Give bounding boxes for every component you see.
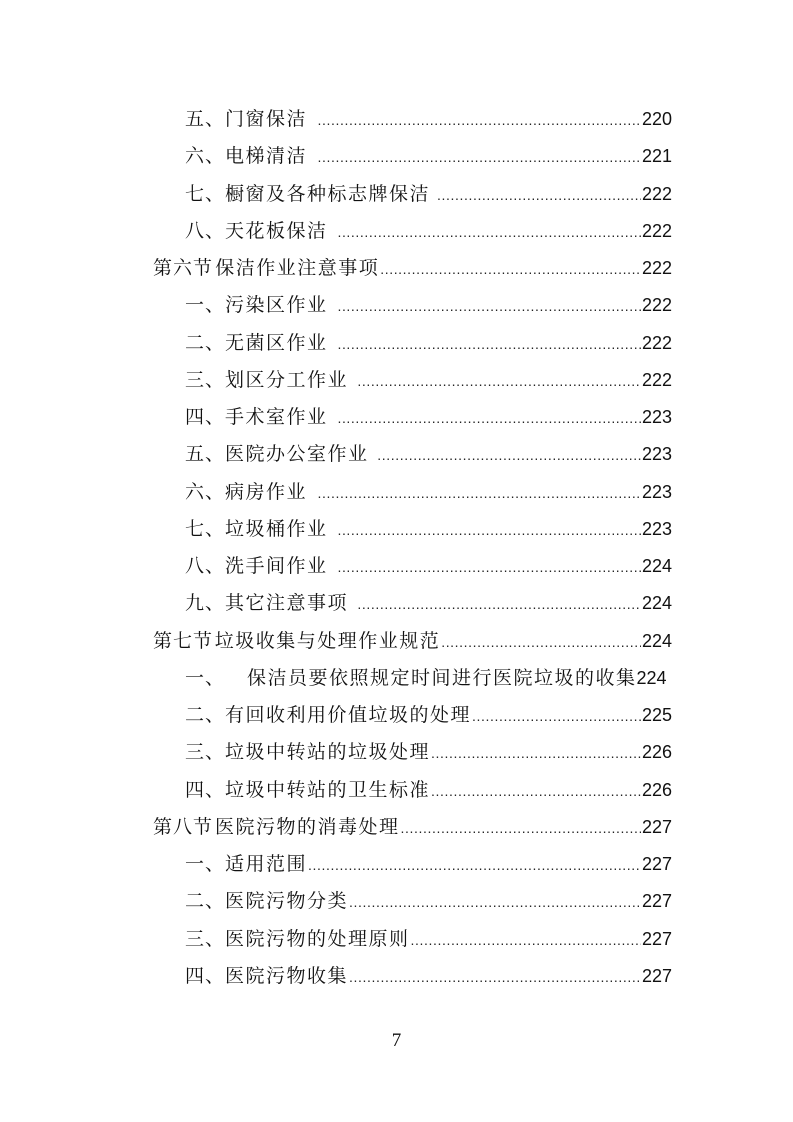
toc-entry-number: 二、 <box>185 331 226 354</box>
toc-entry[interactable] <box>0 101 793 138</box>
toc-entry-number: 第七节 <box>153 629 214 652</box>
dot-leader <box>472 698 641 735</box>
toc-entry-number: 四、 <box>185 778 226 801</box>
toc-entry-number: 七、 <box>185 182 226 205</box>
toc-entry-line <box>185 287 672 325</box>
toc-entry[interactable] <box>0 846 793 883</box>
toc-entry-page: 224 <box>641 593 672 614</box>
page-number: 7 <box>391 1030 402 1051</box>
toc-entry-line <box>185 883 672 921</box>
toc-entry-line <box>153 623 672 661</box>
toc-entry-line <box>185 399 672 437</box>
toc-entry-title: 适用范围 <box>225 853 308 875</box>
toc-entry[interactable] <box>0 921 793 958</box>
toc-entry-line <box>185 921 672 959</box>
toc-entry[interactable] <box>0 585 793 622</box>
toc-entry[interactable] <box>0 660 793 697</box>
toc-entry[interactable] <box>0 734 793 771</box>
dot-leader <box>337 214 641 251</box>
toc-entry-title: 垃圾中转站的卫生标准 <box>225 778 431 801</box>
toc-entry-page: 222 <box>641 183 672 204</box>
toc-entry-number: 九、 <box>185 592 226 615</box>
toc-entry-number: 五、 <box>185 443 226 466</box>
toc-entry-page: 227 <box>641 928 672 949</box>
toc-entry-title: 洗手间作业 <box>225 555 328 577</box>
toc-entry[interactable] <box>0 548 793 585</box>
toc-entry-title: 垃圾收集与处理作业规范 <box>214 629 441 652</box>
toc-entry[interactable] <box>0 250 793 287</box>
toc-entry-title: 医院办公室作业 <box>225 443 369 466</box>
toc-entry[interactable] <box>0 138 793 175</box>
toc-entry-page: 225 <box>641 705 672 725</box>
toc-entry-number: 三、 <box>185 741 226 764</box>
dot-leader <box>308 847 641 884</box>
dot-leader <box>380 251 641 288</box>
dot-leader <box>318 102 641 139</box>
toc-entry-line <box>185 958 672 996</box>
toc-entry[interactable] <box>0 474 793 511</box>
toc-entry-line <box>185 474 672 512</box>
toc-entry-line <box>185 101 672 139</box>
toc-entry-line <box>185 138 672 176</box>
toc-entry-page: 227 <box>641 965 672 986</box>
toc-entry-title: 病房作业 <box>225 480 308 503</box>
toc-entry[interactable] <box>0 287 793 324</box>
dot-leader <box>337 326 641 363</box>
toc-entry-page: 223 <box>641 444 672 465</box>
toc-entry-line <box>185 213 672 251</box>
toc-entry-line <box>185 176 672 214</box>
toc-entry[interactable] <box>0 436 793 473</box>
toc-entry-page: 222 <box>641 295 672 316</box>
toc-entry-title: 门窗保洁 <box>225 108 308 130</box>
toc-entry-title: 医院污物的处理原则 <box>225 927 410 950</box>
toc-entry-title: 污染区作业 <box>225 294 328 317</box>
dot-leader <box>411 922 641 959</box>
toc-entry-line <box>185 734 672 772</box>
dot-leader <box>357 586 641 623</box>
toc-entry-title: 其它注意事项 <box>225 592 349 615</box>
toc-entry-page: 223 <box>641 518 672 539</box>
toc-entry-line <box>185 325 672 363</box>
dot-leader <box>337 549 641 586</box>
toc-entry-title: 保洁员要依照规定时间进行医院垃圾的收集 <box>247 666 637 689</box>
toc-entry-number: 三、 <box>185 927 226 950</box>
toc-entry-title: 天花板保洁 <box>225 219 328 242</box>
toc-entry-page: 223 <box>641 407 672 427</box>
toc-entry-number: 一、 <box>185 666 226 689</box>
toc-entry-number: 一、 <box>185 853 226 875</box>
toc-entry-number: 八、 <box>185 555 226 577</box>
toc-entry[interactable] <box>0 176 793 213</box>
dot-leader <box>349 884 641 921</box>
toc-entry-title: 橱窗及各种标志牌保洁 <box>225 182 431 205</box>
toc-entry-number: 四、 <box>185 964 226 987</box>
toc-entry[interactable] <box>0 623 793 660</box>
toc-entry-page: 222 <box>641 220 672 241</box>
toc-entry-title: 医院污物的消毒处理 <box>215 815 400 838</box>
toc-entry-line <box>185 697 672 735</box>
toc-entry-page: 227 <box>641 816 672 837</box>
toc-entry-number: 第八节 <box>153 815 214 838</box>
toc-entry-page: 226 <box>641 742 672 763</box>
toc-entry-title: 电梯清洁 <box>225 145 308 168</box>
toc-entry-line <box>185 846 672 884</box>
toc-entry[interactable] <box>0 958 793 995</box>
dot-leader <box>377 437 641 474</box>
toc-entry-line <box>185 511 672 549</box>
toc-entry-number: 二、 <box>185 704 226 726</box>
toc-entry[interactable] <box>0 399 793 436</box>
dot-leader <box>318 139 641 176</box>
toc-entry-number: 三、 <box>185 368 226 391</box>
toc-entry-title: 无菌区作业 <box>225 331 328 354</box>
dot-leader <box>441 624 641 661</box>
toc-entry-page: 227 <box>641 854 672 874</box>
toc-entry-line <box>185 585 672 623</box>
toc-entry-page: 222 <box>641 332 672 353</box>
dot-leader <box>349 959 641 996</box>
dot-leader <box>401 810 641 847</box>
toc-entry[interactable] <box>0 362 793 399</box>
toc-entry-number: 六、 <box>185 145 226 168</box>
dot-leader <box>337 288 641 325</box>
toc-entry-title: 划区分工作业 <box>225 368 349 391</box>
toc-entry-line <box>185 548 672 586</box>
toc-entry-title: 垃圾中转站的垃圾处理 <box>225 741 431 764</box>
toc-entry-page: 224 <box>636 667 667 688</box>
toc-entry-line <box>185 772 672 810</box>
toc-entry[interactable] <box>0 772 793 809</box>
toc-entry-title: 手术室作业 <box>225 406 328 428</box>
toc-entry-number: 六、 <box>185 480 226 503</box>
dot-leader <box>357 363 641 400</box>
dot-leader <box>431 773 641 810</box>
toc-entry-title: 医院污物分类 <box>225 890 349 913</box>
dot-leader <box>318 475 641 512</box>
toc-entry-number: 五、 <box>185 108 226 130</box>
toc-entry-page: 224 <box>641 556 672 576</box>
toc-entry-line <box>153 250 672 288</box>
toc-entry-title: 医院污物收集 <box>225 964 349 987</box>
toc-entry-number: 七、 <box>185 517 226 540</box>
toc-entry-line <box>153 809 672 847</box>
toc-entry-number: 八、 <box>185 219 226 242</box>
toc-entry-number: 四、 <box>185 406 226 428</box>
toc-entry[interactable] <box>0 883 793 920</box>
dot-leader <box>437 177 641 214</box>
toc-entry[interactable] <box>0 213 793 250</box>
toc-entry-page: 224 <box>641 630 672 651</box>
toc-entry-page: 222 <box>641 369 672 390</box>
toc-entry[interactable] <box>0 809 793 846</box>
dot-leader <box>337 400 641 437</box>
toc-entry-title: 垃圾桶作业 <box>225 517 328 540</box>
toc-entry-line <box>185 362 672 400</box>
toc-entry-number: 二、 <box>185 890 226 913</box>
toc-entry-page: 222 <box>641 258 672 278</box>
toc-entry-page: 226 <box>641 779 672 800</box>
dot-leader <box>431 735 641 772</box>
toc-entry-number: 一、 <box>185 294 226 317</box>
toc-entry-title: 有回收利用价值垃圾的处理 <box>225 704 472 726</box>
table-of-contents <box>0 101 793 995</box>
toc-entry-page: 223 <box>641 481 672 502</box>
toc-entry-page: 221 <box>641 146 672 167</box>
toc-entry-number: 第六节 <box>153 257 214 279</box>
dot-leader <box>337 512 641 549</box>
toc-entry[interactable] <box>0 325 793 362</box>
toc-entry[interactable] <box>0 511 793 548</box>
toc-entry-line <box>185 436 672 474</box>
toc-entry-page: 227 <box>641 891 672 912</box>
toc-entry[interactable] <box>0 697 793 734</box>
toc-entry-title: 保洁作业注意事项 <box>215 257 380 279</box>
toc-entry-line <box>185 660 672 698</box>
toc-entry-page: 220 <box>641 109 672 129</box>
